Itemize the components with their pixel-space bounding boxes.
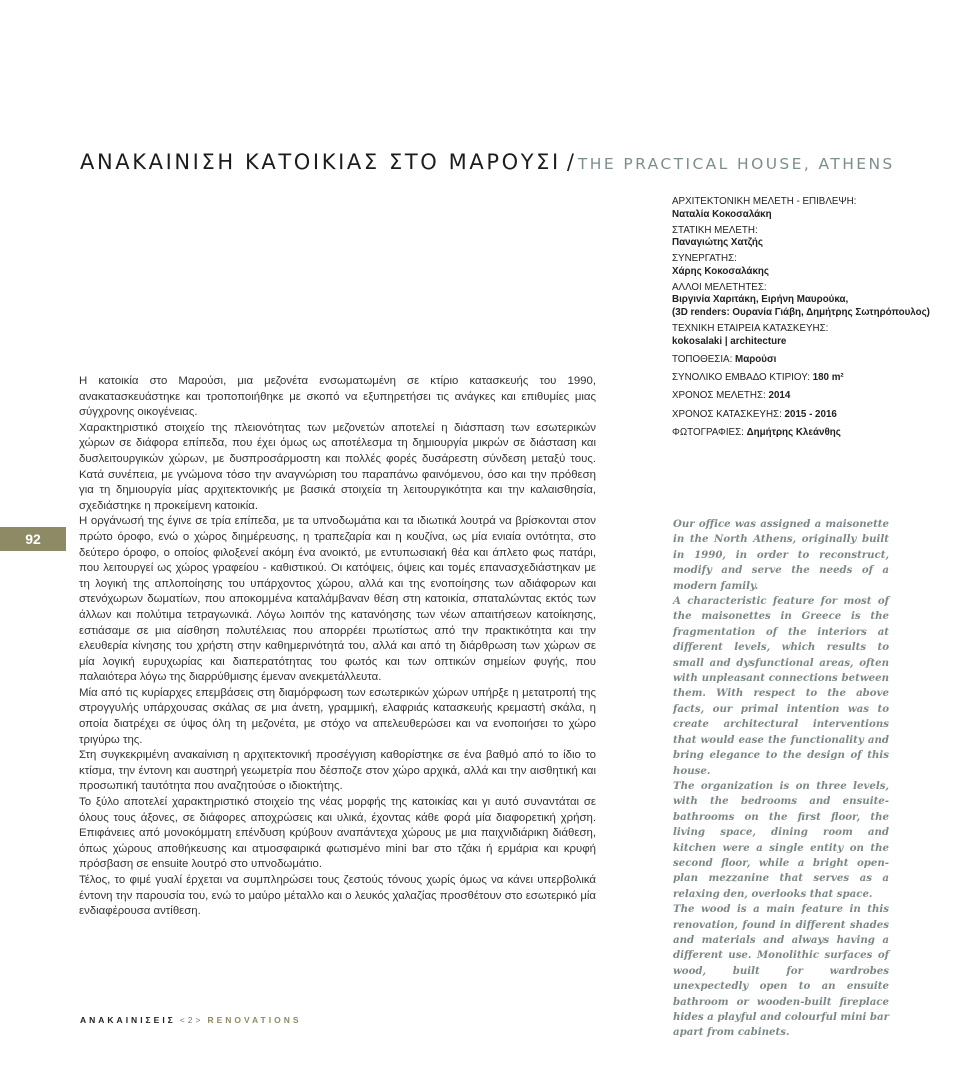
credit-construction-company xyxy=(672,323,942,348)
credit-label: ΑΡΧΙΤΕΚΤΟΝΙΚΗ ΜΕΛΕΤΗ - ΕΠΙΒΛΕΨΗ: xyxy=(672,196,857,207)
greek-paragraph: Τέλος, το φιμέ γυαλί έρχεται να συμπληρώσει τους ζεστούς τόνους χωρίς όμως να κάνει υπερβολικά έντονη την παρουσία του, ενώ το μαύρο μέταλλο και ο λευκός χαλαζίας προσθέτουν στο εσωτερικό μία ενδιαφέρουσα αντίθεση. xyxy=(79,874,596,918)
credit-label: ΧΡΟΝΟΣ ΜΕΛΕΤΗΣ: xyxy=(672,390,766,402)
credit-value: 2014 xyxy=(768,390,791,402)
footer-section-number: <2> xyxy=(179,1015,204,1025)
credit-value: Βιργινία Χαριτάκη, Ειρήνη Μαυρούκα, xyxy=(672,294,849,306)
credit-label: ΑΛΛΟΙ ΜΕΛΕΤΗΤΕΣ: xyxy=(672,281,767,293)
credit-value: Ναταλία Κοκοσαλάκη xyxy=(672,208,772,220)
greek-paragraph: Χαρακτηριστικό στοιχείο της πλειονότητας των μεζονετών αποτελεί η διάσπαση των εσωτερικών χώρων σε διάφορα επίπεδα, που έχει όμως ως αποτέλεσμα τη δημιουργία μικρών σε διάσταση και δυσλειτουργικών χώρων, με δυσπροσάρμοστη και πολλές φορές δυσάρεστη σύνδεση μεταξύ τους. Κατά συνέπεια, με γνώμονα τόσο την αναγνώριση του παραπάνω φαινόμενου, όσο και την πρόθεση για τη δημιουργία μίας αρχιτεκτονικής με βασικά στοιχεία τη λειτουργικότητα και την καλαισθησία, σχεδιάστηκε η προκείμενη κατοικία. xyxy=(79,421,596,512)
credit-label: ΣΥΝΟΛΙΚΟ ΕΜΒΑΔΟ ΚΤΙΡΙΟΥ: xyxy=(672,372,810,384)
project-credits xyxy=(672,196,942,445)
credit-location xyxy=(672,354,942,367)
title-greek: ΑΝΑΚΑΙΝΙΣΗ ΚΑΤΟΙΚΙΑΣ ΣΤΟ ΜΑΡΟΥΣΙ xyxy=(80,150,561,175)
page-number: 92 xyxy=(25,531,41,547)
credit-structural-study xyxy=(672,225,942,250)
credit-architectural-study xyxy=(672,196,942,221)
page-footer xyxy=(80,1015,302,1025)
credit-label: ΦΩΤΟΓΡΑΦΙΕΣ: xyxy=(672,426,744,438)
credit-value: 2015 - 2016 xyxy=(784,408,837,420)
footer-section-greek: ΑΝΑΚΑΙΝΙΣΕΙΣ xyxy=(80,1015,176,1025)
english-paragraph: The organization is on three levels, with the bedrooms and ensuite-bathrooms on the first floor, the living space, dining room and kitchen were a single entity on the second floor, while a bright open-plan mezzanine that serves as a relaxing den, overlooks that space. xyxy=(673,779,889,900)
greek-paragraph: Μία από τις κυρίαρχες επεμβάσεις στη διαμόρφωση των εσωτερικών χώρων υπήρξε η μετατροπή της στρογγυλής υπάρχουσας σκάλας σε μια άνετη, γραμμική, ελαφριάς κατασκευής κρεμαστή σκάλα, η οποία διατρέχει σε ύψος όλη τη μεζονέτα, με στόχο να απελευθερώσει και να ενοποιήσει το χώρο τριγύρω της. xyxy=(79,686,596,746)
title-english: THE PRACTICAL HOUSE, ATHENS xyxy=(577,155,895,174)
greek-paragraph: Η οργάνωσή της έγινε σε τρία επίπεδα, με τα υπνοδωμάτια και τα ιδιωτικά λουτρά να βρίσκονται στον πρώτο όροφο, ενώ ο χώρος διημέρευσης, η τραπεζαρία και η κουζίνα, ως μία ενιαία οντότητα, στο δεύτερο όροφο, ο οποίος φιλοξενεί ακόμη ένα ανοικτό, με εντυπωσιακή θέα και άπλετο φως πατάρι, που λειτουργεί ως χώρος γραφείου - καθιστικού. Οι κατόψεις, όψεις και τομές επανασχεδιάστηκαν με τη λογική της απλοποίησης του υπάρχοντος χώρου, αλλά και της ενοποίησης των αδιάφορων και στενόχωρων δωματίων, που αποκομμένα καταλάμβαναν θέση στη κατοικία, σπαταλώντας εκτός των άλλων και πολύτιμα τετραγωνικά. Λόγω λοιπόν της κατανόησης των νέων απαιτήσεων κατοίκησης, εστιάσαμε σε μια αίσθηση πολυτέλειας που απορρέει πρωτίστως από την πρακτικότητα και την ελευθερία κίνησης του χρήστη στην καθημερινότητά του, αλλά και από τη διάρθρωση των χώρων σε μία λογική ευρυχωρίας και διαπερατότητας του φωτός και των οπτικών σημείων φυγής, που παλαιότερα λόγω της διαρρύθμισης έμεναν ανεκμετάλλευτα. xyxy=(79,515,596,684)
credit-label: ΣΤΑΤΙΚΗ ΜΕΛΕΤΗ: xyxy=(672,224,758,236)
credit-value: kokosalaki | architecture xyxy=(672,335,787,347)
credit-value: Παναγιώτης Χατζής xyxy=(672,237,763,249)
credit-value: Χάρης Κοκοσαλάκης xyxy=(672,265,769,277)
credit-value: 180 m² xyxy=(812,372,844,384)
english-paragraph: A characteristic feature for most of the maisonettes in Greece is the fragmentation of the interiors at different levels, which results to small and dysfunctional areas, often with unpleasant connections between them. With respect to the above facts, our primal intention was to create architectural interventions that would ease the functionality and bring elegance to the design of this house. xyxy=(673,595,889,777)
credit-label: ΧΡΟΝΟΣ ΚΑΤΑΣΚΕΥΗΣ: xyxy=(672,408,782,420)
credit-label: ΣΥΝΕΡΓΑΤΗΣ: xyxy=(672,253,737,265)
credit-label: ΤΕΧΝΙΚΗ ΕΤΑΙΡΕΙΑ ΚΑΤΑΣΚΕΥΗΣ: xyxy=(672,322,829,334)
credit-value-renders: (3D renders: Ουρανία Γιάβη, Δημήτρης Σωτηρόπουλος) xyxy=(672,306,930,318)
credit-other-designers xyxy=(672,282,942,320)
credit-value: Δημήτρης Κλεάνθης xyxy=(746,426,841,438)
english-paragraph: Our office was assigned a maisonette in the North Athens, originally built in 1990, in order to reconstruct, modify and serve the needs of a modern family. xyxy=(673,518,889,592)
credit-value: Μαρούσι xyxy=(735,354,777,366)
greek-article-body xyxy=(79,374,596,920)
footer-section-english: RENOVATIONS xyxy=(207,1015,302,1025)
credit-study-year xyxy=(672,390,942,403)
greek-paragraph: Το ξύλο αποτελεί χαρακτηριστικό στοιχείο της νέας μορφής της κατοικίας και γι αυτό συναντάται σε όλους τους άξονες, σε διάφορες αποχρώσεις και υλικά, έχοντας κάθε φορά μία διαφορετική χρήση. Επιφάνειες από μονοκόμματη επένδυση κρύβουν αναπάντεχα χώρους με μια παιχνιδιάρικη διάθεση, όπως χώρους αποθήκευσης και ατμοσφαιρικά φωτισμένο mini bar στο τζάκι ή ερμάρια και κρυφή πρόσβαση σε ensuite λουτρό στο υπνοδωμάτιο. xyxy=(79,796,596,871)
english-article-body xyxy=(673,517,889,1041)
english-paragraph: The wood is a main feature in this renovation, found in different shades and materials and always having a different use. Monolithic surfaces of wood, built for wardrobes unexpectedly open to an ensuite bathroom or wooden-built fireplace hides a playful and colourful mini bar apart from cabinets. xyxy=(673,903,889,1039)
credit-collaborator xyxy=(672,253,942,278)
title-separator: / xyxy=(566,150,574,175)
greek-paragraph: Στη συγκεκριμένη ανακαίνιση η αρχιτεκτονική προσέγγιση καθορίστηκε σε ένα βαθμό από το ίδιο το κτίσμα, την έντονη και αυστηρή γεωμετρία που δέσποζε στον χώρο αρχικά, αλλά και την αισθητική και προσωπική ταυτότητα που αναζητούσε ο ιδιοκτήτης. xyxy=(79,749,596,793)
credit-construction-year xyxy=(672,409,942,422)
greek-paragraph: Η κατοικία στο Μαρούσι, μια μεζονέτα ενσωματωμένη σε κτίριο κατασκευής του 1990, ανακατασκευάστηκε και τροποποιήθηκε με σκοπό να εξυπηρετήσει τις ανάγκες και επιθυμίες μιας σύγχρονης οικογένειας. xyxy=(79,375,596,419)
page-title xyxy=(80,139,895,177)
credit-label: ΤΟΠΟΘΕΣΙΑ: xyxy=(672,354,733,366)
credit-photography xyxy=(672,427,942,440)
credit-area xyxy=(672,372,942,385)
page-number-tab xyxy=(0,527,66,551)
